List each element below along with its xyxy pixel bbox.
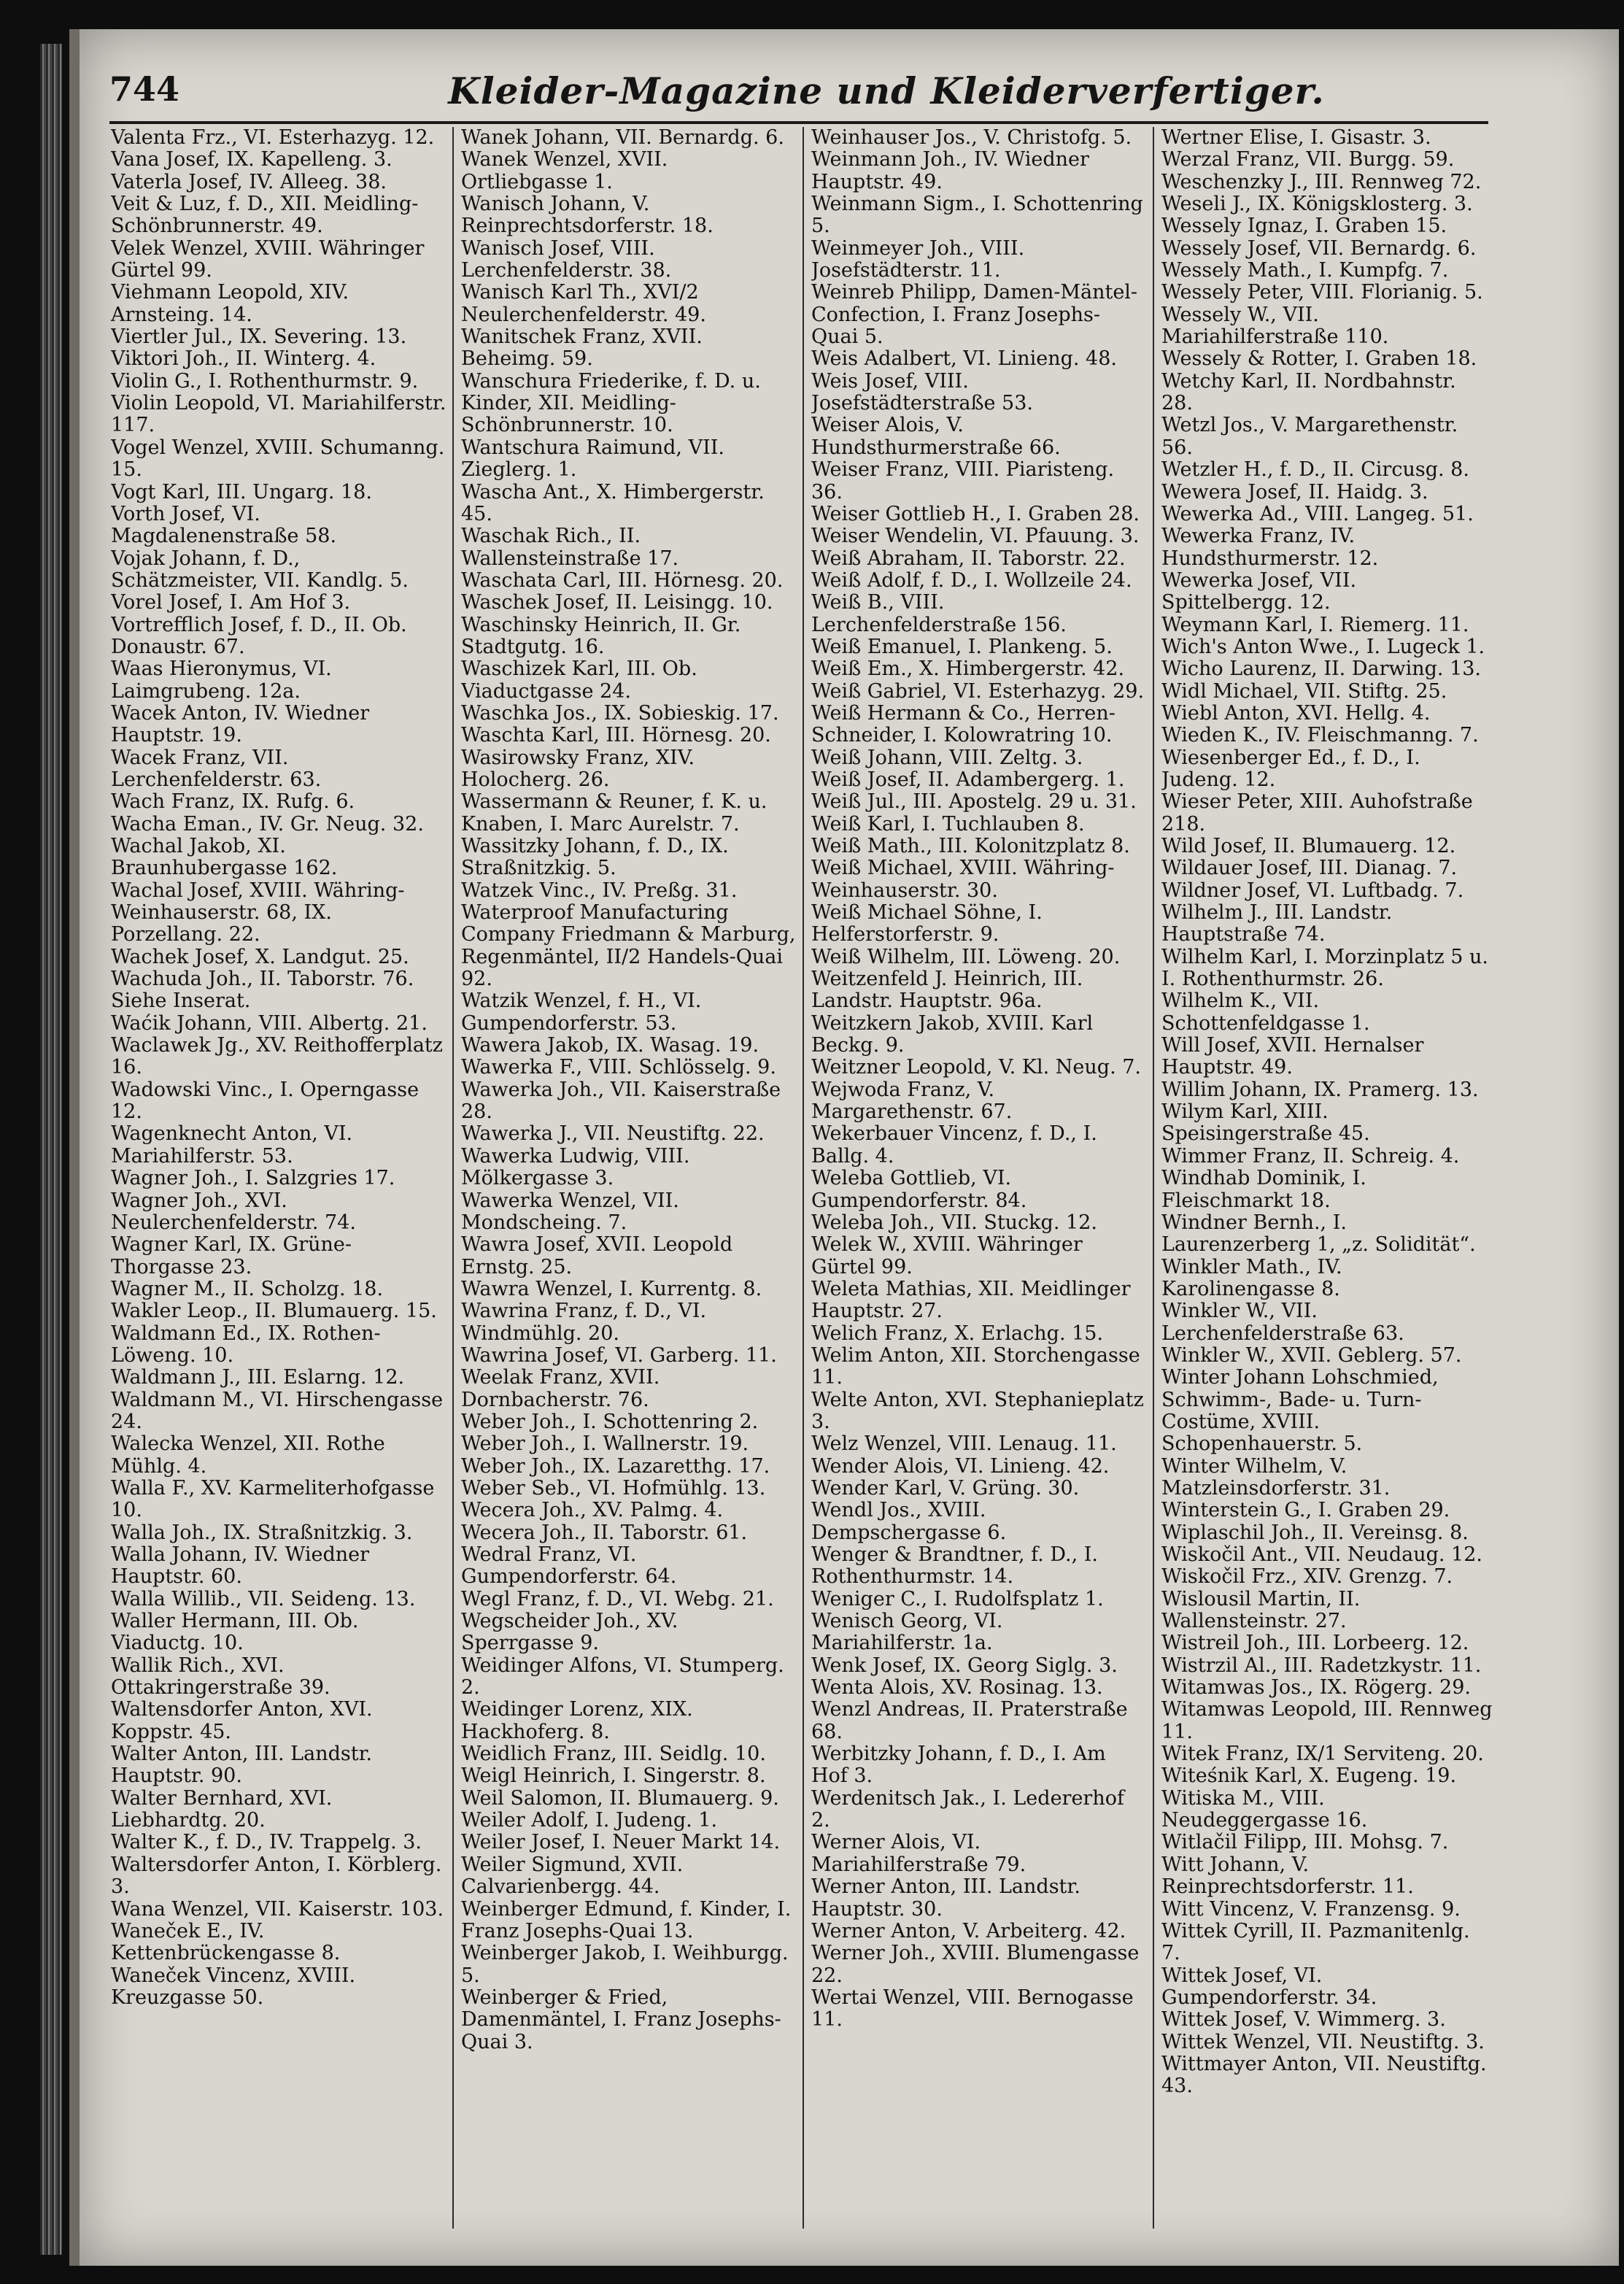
directory-entry: Welich Franz, X. Erlachg. 15. [811, 1322, 1104, 1345]
directory-entry: Wagner Joh., XVI. Neulerchenfelderstr. 74. [111, 1189, 356, 1234]
directory-entry: Violin G., I. Rothenthurmstr. 9. [111, 369, 419, 393]
directory-entry: Wecera Joh., II. Taborstr. 61. [461, 1521, 748, 1544]
directory-entry: Waschka Jos., IX. Sobieskig. 17. [461, 701, 779, 725]
directory-entry: Viertler Jul., IX. Severing. 13. [111, 325, 407, 349]
directory-entry: Wawra Josef, XVII. Leopold Ernstg. 25. [461, 1233, 733, 1278]
directory-entry: Wilhelm Karl, I. Morzinplatz 5 u. I. Rothenthurmstr. 26. [1161, 945, 1489, 991]
directory-entry: Witek Franz, IX/1 Serviteng. 20. [1161, 1743, 1484, 1766]
directory-entry: Wittek Wenzel, VII. Neustiftg. 3. [1161, 2030, 1485, 2053]
directory-entry: Wawerka Ludwig, VIII. Mölkergasse 3. [461, 1144, 690, 1190]
directory-entry: Wanitschek Franz, XVII. Beheimg. 59. [461, 325, 703, 371]
directory-entry: Vaterla Josef, IV. Alleeg. 38. [111, 170, 387, 193]
directory-entry: Windhab Dominik, I. Fleischmarkt 18. [1161, 1167, 1366, 1212]
directory-entry: Waneček Vincenz, XVIII. Kreuzgasse 50. [111, 1964, 356, 2009]
directory-entry: Weiß Abraham, II. Taborstr. 22. [811, 547, 1126, 570]
directory-entry: Waschek Josef, II. Leisingg. 10. [461, 591, 773, 614]
directory-entry: Wendl Jos., XVIII. Dempschergasse 6. [811, 1499, 1007, 1544]
directory-entry: Weinberger Jakob, I. Weihburgg. 5. [461, 1942, 789, 1987]
directory-entry: Weschenzky J., III. Rennweg 72. [1161, 170, 1482, 193]
directory-entry: Viktori Joh., II. Winterg. 4. [111, 347, 376, 371]
directory-entry: Wildauer Josef, III. Dianag. 7. [1161, 857, 1458, 880]
page-header [109, 69, 1488, 113]
directory-entry: Vogt Karl, III. Ungarg. 18. [111, 480, 372, 504]
directory-entry: Wessely Ignaz, I. Graben 15. [1161, 215, 1447, 238]
column-divider [452, 127, 454, 2229]
directory-entry: Wallik Rich., XVI. Ottakringerstraße 39. [111, 1654, 330, 1700]
directory-entry: Wilym Karl, XIII. Speisingerstraße 45. [1161, 1100, 1370, 1146]
directory-entry: Waller Hermann, III. Ob. Viaductg. 10. [111, 1610, 359, 1655]
directory-entry: Wenger & Brandtner, f. D., I. Rothenthurmstr. 14. [811, 1543, 1099, 1589]
directory-entry: Wenisch Georg, VI. Mariahilferstr. 1a. [811, 1610, 1003, 1655]
directory-entry: Wantschura Raimund, VII. Zieglerg. 1. [461, 436, 725, 482]
directory-entry: Witamwas Leopold, III. Rennweg 11. [1161, 1698, 1493, 1743]
directory-entry: Welz Wenzel, VIII. Lenaug. 11. [811, 1432, 1117, 1456]
directory-entry: Weis Josef, VIII. Josefstädterstraße 53. [811, 369, 1033, 415]
directory-entry: Werdenitsch Jak., I. Ledererhof 2. [811, 1786, 1124, 1832]
directory-entry: Weleta Mathias, XII. Meidlinger Hauptstr. 27. [811, 1277, 1131, 1323]
directory-entry: Wiebl Anton, XVI. Hellg. 4. [1161, 701, 1431, 725]
directory-entry: Waschinsky Heinrich, II. Gr. Stadtgutg. 16. [461, 613, 741, 658]
directory-entry: Vogel Wenzel, XVIII. Schumanng. 15. [111, 436, 445, 482]
directory-entry: Witeśnik Karl, X. Eugeng. 19. [1161, 1764, 1457, 1788]
directory-entry: Weelak Franz, XVII. Dornbacherstr. 76. [461, 1366, 660, 1411]
directory-entry: Weinberger Edmund, f. Kinder, I. Franz Josephs-Quai 13. [461, 1897, 792, 1942]
directory-entry: Waschata Carl, III. Hörnesg. 20. [461, 568, 784, 592]
directory-entry: Wenzl Andreas, II. Praterstraße 68. [811, 1698, 1128, 1743]
book-spine-edge [40, 44, 62, 2255]
directory-entry: Wadowski Vinc., I. Operngasse 12. [111, 1078, 419, 1124]
directory-entry: Welim Anton, XII. Storchengasse 11. [811, 1343, 1140, 1389]
directory-entry: Waschta Karl, III. Hörnesg. 20. [461, 724, 771, 747]
directory-entry: Weiß Johann, VIII. Zeltg. 3. [811, 746, 1083, 769]
column-divider [1153, 127, 1154, 2229]
directory-entry: Weiß Karl, I. Tuchlauben 8. [811, 812, 1085, 836]
directory-entry: Walla Johann, IV. Wiedner Hauptstr. 60. [111, 1543, 370, 1589]
directory-entry: Weinhauser Jos., V. Christofg. 5. [811, 127, 1132, 149]
directory-entry: Wacek Anton, IV. Wiedner Hauptstr. 19. [111, 701, 370, 747]
column-divider [803, 127, 804, 2229]
directory-entry: Weiß Emanuel, I. Plankeng. 5. [811, 635, 1113, 658]
directory-entry: Wistreil Joh., III. Lorbeerg. 12. [1161, 1632, 1469, 1655]
directory-entry: Waćik Johann, VIII. Albertg. 21. [111, 1011, 428, 1035]
directory-entry: Werner Anton, III. Landstr. Hauptstr. 30. [811, 1875, 1080, 1921]
directory-entry: Weiler Adolf, I. Judeng. 1. [461, 1809, 718, 1832]
directory-entry: Wetzler H., f. D., II. Circusg. 8. [1161, 458, 1469, 482]
directory-entry: Weidinger Alfons, VI. Stumperg. 2. [461, 1654, 784, 1700]
directory-entry: Wicho Laurenz, II. Darwing. 13. [1161, 657, 1482, 681]
directory-entry: Wieser Peter, XIII. Auhofstraße 218. [1161, 790, 1473, 836]
directory-entry: Werner Alois, VI. Mariahilferstraße 79. [811, 1831, 1026, 1876]
directory-entry: Valenta Frz., VI. Esterhazyg. 12. [111, 127, 435, 149]
directory-entry: Wender Alois, VI. Linieng. 42. [811, 1454, 1110, 1478]
directory-entry: Wich's Anton Wwe., I. Lugeck 1. [1161, 635, 1485, 658]
directory-entry: Weidlich Franz, III. Seidlg. 10. [461, 1743, 766, 1766]
directory-entry: Welte Anton, XVI. Stephanieplatz 3. [811, 1388, 1144, 1433]
directory-entry: Wilhelm J., III. Landstr. Hauptstraße 74. [1161, 901, 1393, 946]
directory-entry: Weinberger & Fried, Damenmäntel, I. Franz Josephs-Quai 3. [461, 1986, 781, 2053]
directory-entry: Walla Willib., VII. Seideng. 13. [111, 1587, 416, 1610]
directory-entry: Weber Joh., I. Schottenring 2. [461, 1410, 759, 1433]
directory-entry: Weber Joh., I. Wallnerstr. 19. [461, 1432, 749, 1456]
directory-entry: Wanisch Johann, V. Reinprechtsdorferstr. 18. [461, 193, 714, 238]
directory-entry: Waclawek Jg., XV. Reithofferplatz 16. [111, 1034, 444, 1079]
directory-entry: Wawera Jakob, IX. Wasag. 19. [461, 1034, 759, 1057]
directory-entry: Weiser Franz, VIII. Piaristeng. 36. [811, 458, 1115, 504]
directory-entry: Wiplaschil Joh., II. Vereinsg. 8. [1161, 1521, 1469, 1544]
directory-entry: Windner Bernh., I. Laurenzerberg 1, „z. Solidität“. [1161, 1211, 1476, 1257]
directory-entry: Weitzkern Jakob, XVIII. Karl Beckg. 9. [811, 1011, 1094, 1057]
directory-entry: Waas Hieronymus, VI. Laimgrubeng. 12a. [111, 657, 332, 703]
directory-entry: Wanisch Josef, VIII. Lerchenfelderstr. 38. [461, 236, 672, 282]
directory-entry: Weiser Gottlieb H., I. Graben 28. [811, 502, 1140, 525]
directory-entry: Wimmer Franz, II. Schreig. 4. [1161, 1144, 1460, 1168]
directory-entry: Weidinger Lorenz, XIX. Hackhoferg. 8. [461, 1698, 693, 1743]
directory-entry: Wanisch Karl Th., XVI/2 Neulerchenfelderstr. 49. [461, 281, 706, 326]
directory-entry: Witlačil Filipp, III. Mohsg. 7. [1161, 1831, 1449, 1854]
directory-entry: Viehmann Leopold, XIV. Arnsteing. 14. [111, 281, 349, 326]
directory-entry: Siehe Inserat. [111, 989, 251, 1013]
directory-entry: Weinmann Sigm., I. Schottenring 5. [811, 193, 1143, 238]
directory-entry: Wanek Wenzel, XVII. Ortliebgasse 1. [461, 148, 668, 193]
directory-entry: Witamwas Jos., IX. Rögerg. 29. [1161, 1676, 1471, 1700]
directory-entry: Wachal Jakob, XI. Braunhubergasse 162. [111, 835, 338, 880]
column-3 [811, 127, 1147, 2229]
directory-entry: Wistrzil Al., III. Radetzkystr. 11. [1161, 1654, 1482, 1677]
directory-entry: Wagner Karl, IX. Grüne-Thorgasse 23. [111, 1233, 352, 1278]
directory-entry: Waltensdorfer Anton, XVI. Koppstr. 45. [111, 1698, 373, 1743]
directory-entry: Walter Anton, III. Landstr. Hauptstr. 90. [111, 1743, 373, 1788]
directory-entry: Wagner M., II. Scholzg. 18. [111, 1277, 384, 1300]
directory-entry: Werzal Franz, VII. Burgg. 59. [1161, 148, 1455, 171]
directory-entry: Wekerbauer Vincenz, f. D., I. Ballg. 4. [811, 1122, 1097, 1168]
column-2 [461, 127, 797, 2229]
directory-entry: Wedral Franz, VI. Gumpendorferstr. 64. [461, 1543, 677, 1589]
directory-entry: Weis Adalbert, VI. Linieng. 48. [811, 347, 1117, 371]
directory-entry: Wetchy Karl, II. Nordbahnstr. 28. [1161, 369, 1456, 415]
directory-entry: Willim Johann, IX. Pramerg. 13. [1161, 1078, 1479, 1101]
directory-entry: Weitzner Leopold, V. Kl. Neug. 7. [811, 1056, 1141, 1079]
directory-entry: Wessely W., VII. Mariahilferstraße 110. [1161, 303, 1389, 349]
directory-entry: Waschizek Karl, III. Ob. Viaductgasse 24. [461, 657, 697, 703]
directory-entry: Wild Josef, II. Blumauerg. 12. [1161, 835, 1456, 857]
directory-entry: Waschak Rich., II. Wallensteinstraße 17. [461, 525, 679, 570]
directory-entry: Wasirowsky Franz, XIV. Holocherg. 26. [461, 746, 695, 791]
directory-entry: Winkler W., VII. Lerchenfelderstraße 63. [1161, 1300, 1404, 1345]
directory-entry: Wacek Franz, VII. Lerchenfelderstr. 63. [111, 746, 322, 791]
directory-entry: Widl Michael, VII. Stiftg. 25. [1161, 679, 1447, 703]
directory-entry: Welek W., XVIII. Währinger Gürtel 99. [811, 1233, 1083, 1278]
directory-entry: Velek Wenzel, XVIII. Währinger Gürtel 99. [111, 236, 425, 282]
directory-entry: Wewerka Josef, VII. Spittelbergg. 12. [1161, 568, 1357, 614]
directory-entry: Wawrina Josef, VI. Garberg. 11. [461, 1343, 777, 1367]
directory-entry: Wittek Josef, V. Wimmerg. 3. [1161, 2008, 1446, 2032]
directory-entry: Wieden K., IV. Fleischmanng. 7. [1161, 724, 1479, 747]
directory-entry: Witiska M., VIII. Neudeggergasse 16. [1161, 1786, 1368, 1832]
directory-entry: Weiß Josef, II. Adambergerg. 1. [811, 768, 1125, 791]
directory-entry: Weber Joh., IX. Lazaretthg. 17. [461, 1454, 770, 1478]
directory-entry: Wachal Josef, XVIII. Währing-Weinhauserstr. 68, IX. Porzellang. 22. [111, 879, 405, 946]
directory-entry: Wertner Elise, I. Gisastr. 3. [1161, 127, 1431, 149]
directory-entry: Wenk Josef, IX. Georg Siglg. 3. [811, 1654, 1118, 1677]
directory-entry: Weiß Jul., III. Apostelg. 29 u. 31. [811, 790, 1137, 814]
directory-entry: Wessely Josef, VII. Bernardg. 6. [1161, 236, 1477, 260]
directory-entry: Wewera Josef, II. Haidg. 3. [1161, 480, 1428, 504]
directory-entry: Wetzl Jos., V. Margarethenstr. 56. [1161, 414, 1458, 459]
directory-entry: Vana Josef, IX. Kapelleng. 3. [111, 148, 393, 171]
directory-entry: Wessely Math., I. Kumpfg. 7. [1161, 259, 1449, 282]
directory-entry: Weiß Math., III. Kolonitzplatz 8. [811, 835, 1130, 857]
directory-entry: Wegscheider Joh., XV. Sperrgasse 9. [461, 1610, 678, 1655]
directory-entry: Weiß Michael Söhne, I. Helferstorferstr. 9. [811, 901, 1043, 946]
directory-entry: Waltersdorfer Anton, I. Körblerg. 3. [111, 1853, 442, 1899]
directory-entry: Vojak Johann, f. D., Schätzmeister, VII. Kandlg. 5. [111, 547, 409, 592]
directory-entry: Wislousil Martin, II. Wallensteinstr. 27. [1161, 1587, 1361, 1633]
directory-entry: Witt Vincenz, V. Franzensg. 9. [1161, 1897, 1461, 1921]
directory-entry: Weseli J., IX. Königsklosterg. 3. [1161, 193, 1473, 216]
column-4 [1161, 127, 1493, 2229]
directory-entry: Wagner Joh., I. Salzgries 17. [111, 1167, 395, 1190]
directory-entry: Wagenknecht Anton, VI. Mariahilferstr. 53. [111, 1122, 353, 1168]
directory-entry: Will Josef, XVII. Hernalser Hauptstr. 49. [1161, 1034, 1424, 1079]
directory-entry: Violin Leopold, VI. Mariahilferstr. 117. [111, 392, 446, 437]
directory-entry: Wawrina Franz, f. D., VI. Windmühlg. 20. [461, 1300, 707, 1345]
directory-entry: Winkler W., XVII. Geblerg. 57. [1161, 1343, 1462, 1367]
directory-entry: Wassitzky Johann, f. D., IX. Straßnitzkig. 5. [461, 835, 729, 880]
directory-entry: Wittek Josef, VI. Gumpendorferstr. 34. [1161, 1964, 1377, 2009]
directory-entry: Weinreb Philipp, Damen-Mäntel-Confection, I. Franz Josephs-Quai 5. [811, 281, 1138, 349]
directory-entry: Waldmann J., III. Eslarng. 12. [111, 1366, 405, 1389]
directory-entry: Wewerka Franz, IV. Hundsthurmerstr. 12. [1161, 525, 1379, 570]
directory-entry: Wecera Joh., XV. Palmg. 4. [461, 1499, 724, 1522]
directory-entry: Wenta Alois, XV. Rosinag. 13. [811, 1676, 1103, 1700]
directory-entry: Wejwoda Franz, V. Margarethenstr. 67. [811, 1078, 1013, 1124]
directory-entry: Wertai Wenzel, VIII. Bernogasse 11. [811, 1986, 1134, 2032]
directory-entry: Wascha Ant., X. Himbergerstr. 45. [461, 480, 765, 525]
directory-entry: Weiser Alois, V. Hundsthurmerstraße 66. [811, 414, 1061, 459]
directory-entry: Waldmann M., VI. Hirschengasse 24. [111, 1388, 444, 1433]
directory-entry: Wakler Leop., II. Blumauerg. 15. [111, 1300, 437, 1323]
directory-entry: Weiler Josef, I. Neuer Markt 14. [461, 1831, 781, 1854]
directory-entry: Weinmann Joh., IV. Wiedner Hauptstr. 49. [811, 148, 1089, 193]
directory-entry: Wessely & Rotter, I. Graben 18. [1161, 347, 1477, 371]
page-title: Kleider-Magazine und Kleiderverfertiger. [448, 69, 1325, 112]
directory-entry: Weinmeyer Joh., VIII. Josefstädterstr. 11. [811, 236, 1025, 282]
directory-entry: Wender Karl, V. Grüng. 30. [811, 1476, 1080, 1500]
directory-entry: Veit & Luz, f. D., XII. Meidling-Schönbrunnerstr. 49. [111, 193, 419, 238]
directory-entry: Weigl Heinrich, I. Singerstr. 8. [461, 1764, 766, 1788]
directory-entry: Walter K., f. D., IV. Trappelg. 3. [111, 1831, 422, 1854]
directory-entry: Waneček E., IV. Kettenbrückengasse 8. [111, 1919, 341, 1965]
directory-entry: Walter Bernhard, XVI. Liebhardtg. 20. [111, 1786, 333, 1832]
directory-entry: Wegl Franz, f. D., VI. Webg. 21. [461, 1587, 774, 1610]
directory-entry: Vortrefflich Josef, f. D., II. Ob. Donaustr. 67. [111, 613, 407, 658]
directory-entry: Wiskočil Frz., XIV. Grenzg. 7. [1161, 1565, 1453, 1589]
directory-entry: Weiß Michael, XVIII. Währing-Weinhauserstr. 30. [811, 857, 1115, 902]
directory-entry: Weleba Gottlieb, VI. Gumpendorferstr. 84. [811, 1167, 1027, 1212]
column-1 [111, 127, 446, 2229]
directory-entry: Weiß Adolf, f. D., I. Wollzeile 24. [811, 568, 1132, 592]
directory-entry: Wach Franz, IX. Rufg. 6. [111, 790, 355, 814]
directory-entry: Weiß Wilhelm, III. Löweng. 20. [811, 945, 1121, 968]
directory-entry: Weiser Wendelin, VI. Pfauung. 3. [811, 525, 1140, 548]
directory-entry: Werner Anton, V. Arbeiterg. 42. [811, 1919, 1126, 1942]
directory-entry: Wanschura Friederike, f. D. u. Kinder, XII. Meidling-Schönbrunnerstr. 10. [461, 369, 761, 437]
directory-entry: Waldmann Ed., IX. Rothen-Löweng. 10. [111, 1322, 381, 1367]
directory-entry: Wassermann & Reuner, f. K. u. Knaben, I. Marc Aurelstr. 7. [461, 790, 767, 836]
directory-entry: Werner Joh., XVIII. Blumengasse 22. [811, 1942, 1140, 1987]
directory-entry: Winter Johann Lohschmied, Schwimm-, Bade- u. Turn-Costüme, XVIII. Schopenhauerstr. 5. [1161, 1366, 1439, 1456]
directory-entry: Wittmayer Anton, VII. Neustiftg. 43. [1161, 2052, 1487, 2098]
directory-entry: Wilhelm K., VII. Schottenfeldgasse 1. [1161, 989, 1370, 1035]
directory-entry: Winkler Math., IV. Karolinengasse 8. [1161, 1255, 1342, 1300]
directory-entry: Weiß Em., X. Himbergerstr. 42. [811, 657, 1125, 681]
directory-entry: Wawerka Joh., VII. Kaiserstraße 28. [461, 1078, 781, 1124]
directory-entry: Werbitzky Johann, f. D., I. Am Hof 3. [811, 1743, 1106, 1788]
directory-entry: Wana Wenzel, VII. Kaiserstr. 103. [111, 1897, 444, 1921]
directory-entry: Wachek Josef, X. Landgut. 25. [111, 945, 409, 968]
directory-entry: Wiesenberger Ed., f. D., I. Judeng. 12. [1161, 746, 1420, 791]
directory-entry: Weiß Gabriel, VI. Esterhazyg. 29. [811, 679, 1145, 703]
directory-entry: Watzik Wenzel, f. H., VI. Gumpendorferstr. 53. [461, 989, 702, 1035]
directory-entry: Walla F., XV. Karmeliterhofgasse 10. [111, 1476, 435, 1522]
directory-entry: Wacha Eman., IV. Gr. Neug. 32. [111, 812, 424, 836]
directory-entry: Winter Wilhelm, V. Matzleinsdorferstr. 31. [1161, 1454, 1391, 1500]
page-number: 744 [109, 69, 180, 109]
directory-entry: Watzek Vinc., IV. Preßg. 31. [461, 879, 738, 902]
directory-entry: Weleba Joh., VII. Stuckg. 12. [811, 1211, 1097, 1234]
directory-entry: Weymann Karl, I. Riemerg. 11. [1161, 613, 1469, 636]
directory-entry: Wawerka Wenzel, VII. Mondscheing. 7. [461, 1189, 679, 1234]
directory-entry: Weiß B., VIII. Lerchenfelderstraße 156. [811, 591, 1067, 636]
directory-entry: Walecka Wenzel, XII. Rothe Mühlg. 4. [111, 1432, 385, 1478]
directory-entry: Weitzenfeld J. Heinrich, III. Landstr. Hauptstr. 96a. [811, 968, 1083, 1013]
directory-entry: Weiß Hermann & Co., Herren-Schneider, I. Kolowratring 10. [811, 701, 1115, 747]
directory-entry: Witt Johann, V. Reinprechtsdorferstr. 11. [1161, 1853, 1414, 1899]
directory-entry: Wessely Peter, VIII. Florianig. 5. [1161, 281, 1483, 304]
directory-entry: Weiler Sigmund, XVII. Calvarienbergg. 44. [461, 1853, 684, 1899]
directory-entry: Wiskočil Ant., VII. Neudaug. 12. [1161, 1543, 1482, 1566]
directory-entry: Vorel Josef, I. Am Hof 3. [111, 591, 351, 614]
directory-entry: Walla Joh., IX. Straßnitzkig. 3. [111, 1521, 413, 1544]
directory-entry: Weber Seb., VI. Hofmühlg. 13. [461, 1476, 766, 1500]
directory-entry: Weniger C., I. Rudolfsplatz 1. [811, 1587, 1104, 1610]
directory-entry: Wittek Cyrill, II. Pazmanitenlg. 7. [1161, 1919, 1470, 1965]
directory-entry: Wewerka Ad., VIII. Langeg. 51. [1161, 502, 1474, 525]
directory-entry: Wawerka F., VIII. Schlösselg. 9. [461, 1056, 776, 1079]
directory-entry: Wachuda Joh., II. Taborstr. 76. [111, 968, 414, 991]
directory-entry: Wawerka J., VII. Neustiftg. 22. [461, 1122, 765, 1146]
header-rule [109, 121, 1488, 124]
directory-entry: Waterproof Manufacturing Company Friedmann & Marburg, Regenmäntel, II/2 Handels-Quai 92. [461, 901, 796, 991]
directory-entry: Weil Salomon, II. Blumauerg. 9. [461, 1786, 779, 1810]
directory-entry: Wanek Johann, VII. Bernardg. 6. [461, 127, 784, 149]
directory-entry: Wawra Wenzel, I. Kurrentg. 8. [461, 1277, 762, 1300]
directory-entry: Wildner Josef, VI. Luftbadg. 7. [1161, 879, 1464, 902]
directory-entry: Winterstein G., I. Graben 29. [1161, 1499, 1450, 1522]
directory-entry: Vorth Josef, VI. Magdalenenstraße 58. [111, 502, 337, 548]
